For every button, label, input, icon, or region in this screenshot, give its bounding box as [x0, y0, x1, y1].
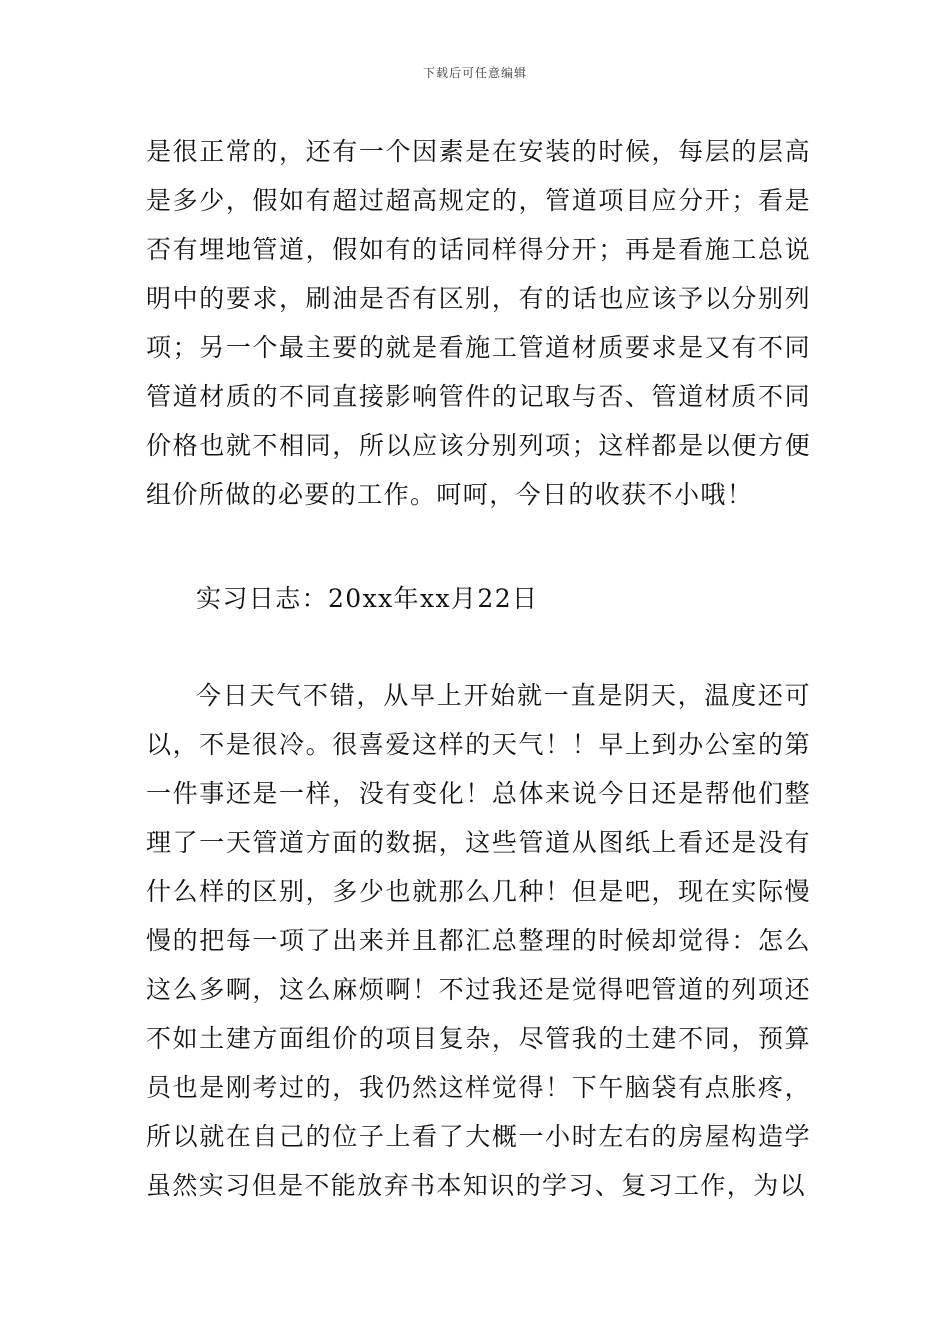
body-paragraph: 是很正常的，还有一个因素是在安装的时候，每层的层高是多少，假如有超过超高规定的，管道项目应分开；看是否有埋地管道，假如有的话同样得分开；再是看施工总说明中的要求，刷油是否有区别，有的话也应该予以分别列项；另一个最主要的就是看施工管道材质要求是又有不同管道材质的不同直接影响管件的记取与否、管道材质不同价格也就不相同，所以应该分别列项；这样都是以便方便组价所做的必要的工作。呵呵，今日的收获不小哦！ — [146, 137, 811, 509]
log-date-heading: 实习日志：20xx年xx月22日 — [196, 584, 539, 613]
body-paragraph: 今日天气不错，从早上开始就一直是阴天，温度还可以，不是很冷。很喜爱这样的天气！！早上到办公室的第一件事还是一样，没有变化！总体来说今日还是帮他们整理了一天管道方面的数据，这些管道从图纸上看还是没有什么样的区别，多少也就那么几种！但是吧，现在实际慢慢的把每一项了出来并且都汇总整理的时候却觉得：怎么这么多啊，这么麻烦啊！不过我还是觉得吧管道的列项还不如土建方面组价的项目复杂，尽管我的土建不同，预算员也是刚考过的，我仍然这样觉得！下午脑袋有点胀疼，所以就在自己的位子上看了大概一小时左右的房屋构造学虽然实习但是不能放弃书本知识的学习、复习工作，为以 — [146, 681, 811, 1200]
page-header-note: 下载后可任意编辑 — [422, 66, 527, 80]
